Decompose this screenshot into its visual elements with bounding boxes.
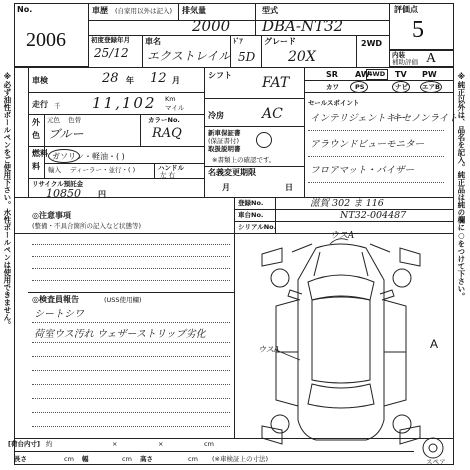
interior-sub-label: 補助評価 [392, 58, 418, 66]
drive-2wd: 2WD [361, 39, 383, 48]
spare-label: スペア [426, 458, 446, 466]
mileage-label: 走行 [32, 100, 48, 109]
ac-label: 冷房 [208, 111, 224, 120]
car-name-label: 車名 [145, 37, 161, 46]
interior-value: A [426, 51, 437, 66]
width-label: 幅 [82, 455, 89, 463]
shaken-history-note: (自家用以外は記入) [115, 7, 173, 15]
width-unit: cm [64, 455, 74, 463]
sales-point-2: アラウンドビューモニター [310, 139, 425, 150]
color-code-value: RAQ [152, 126, 182, 141]
model-label: 型式 [262, 6, 278, 15]
inspector-label: ◎検査員報告 [32, 295, 79, 304]
import-label: 輸入 [48, 166, 61, 174]
import-options: ディーラー・並行・( ) [70, 166, 136, 174]
diagram-mark-right: A [430, 337, 439, 351]
fuel-label2: 料 [32, 162, 40, 171]
shaken-year-unit: 年 [126, 76, 134, 85]
height-label: 高さ [140, 455, 153, 463]
grade-value: 20X [288, 49, 316, 65]
sales-point-0: インテリジェントキー [310, 113, 405, 124]
interior-label: 内装 [392, 51, 405, 59]
no-label: No. [17, 5, 33, 14]
left-vertical-note: ※必ず油性ボールペンをご使用下さい。水性ボールペンは使用できません。 [2, 72, 12, 329]
shaken-year: 28 [102, 71, 119, 86]
name-change-day: 日 [285, 183, 293, 192]
equip-kawa: カワ [326, 83, 339, 91]
handle-label: ハンドル [158, 164, 184, 172]
mileage-tag: 千 [54, 102, 61, 110]
fuel-options: ガソリン・軽油・( ) [52, 152, 125, 161]
warranty-label2: (保証書付) [208, 137, 240, 145]
shaken-label: 車検 [32, 76, 48, 85]
shaken-history-label: 車歴 [92, 6, 108, 15]
doors-value: 5D [238, 50, 256, 64]
color-label: 色替 [68, 116, 81, 124]
recycle-unit: 円 [98, 190, 106, 199]
score-label: 評価点 [394, 5, 418, 14]
mileage-value: 11,102 [92, 94, 157, 112]
shift-value: FAT [262, 75, 290, 91]
equip-air: エアB [422, 83, 440, 91]
equip-ps: PS [355, 83, 365, 91]
footer-note: (※車検証上の寸法) [212, 455, 269, 463]
recycle-label: リサイクル預託金 [32, 180, 84, 188]
inspector-line-1: 荷室ウス汚れ ウェザーストリップ劣化 [34, 329, 206, 340]
color-orig-label: 元色 [47, 116, 60, 124]
model-value: DBA-NT32 [262, 17, 344, 35]
mileage-unit-mile: マイル [165, 104, 185, 112]
inspector-line-0: シートシワ [34, 309, 84, 320]
shaken-month: 12 [150, 71, 167, 86]
shift-label: シフト [208, 71, 232, 80]
caution-note: (整備・不具合箇所の記入など状態等) [32, 222, 142, 230]
length-unit: cm [204, 440, 214, 448]
reg-label: 登録No. [238, 199, 264, 207]
ac-value: AC [262, 106, 283, 122]
equip-aw: AW [355, 70, 370, 79]
name-change-label: 名義変更期限 [208, 168, 256, 177]
first-reg-value: 25/12 [94, 46, 129, 60]
equip-pw: PW [422, 70, 437, 79]
sales-point-label: セールスポイント [308, 99, 360, 107]
warranty-note: ※書類上の確認です。 [212, 156, 276, 164]
multiply-2: × [158, 440, 164, 448]
equip-navi: ナビ [395, 83, 408, 91]
multiply-1: × [112, 440, 118, 448]
height-unit: cm [122, 455, 132, 463]
equip-sr: SR [326, 70, 338, 79]
grade-label: グレード [264, 37, 296, 46]
serial-label: シリアルNo. [238, 223, 277, 231]
length-label: 約 [46, 440, 53, 448]
chassis-label: 車台No. [238, 211, 264, 219]
handle-options: 左 右 [160, 171, 176, 179]
length-label2: 長さ [14, 455, 27, 463]
displacement-value: 2000 [192, 17, 231, 35]
height-unit2: cm [188, 455, 198, 463]
caution-label: ◎注意事項 [32, 211, 71, 220]
inspector-note: (USS使用欄) [104, 296, 142, 304]
drive-4wd: 4WD [368, 70, 386, 78]
chassis-value: NT32-004487 [340, 210, 407, 221]
color-code-label: カラーNo. [148, 116, 180, 124]
exterior-label: 外 [32, 118, 40, 127]
car-name-value: エクストレイル [147, 49, 231, 63]
right-vertical-note: ※純正以外は、品名を記入。純正品は純の欄に○をつけて下さい。 [456, 72, 466, 300]
fuel-label: 燃料 [32, 149, 48, 158]
reg-value: 滋賀 302 ま 116 [310, 198, 384, 209]
color-value: ブルー [48, 127, 84, 141]
lot-number: 2006 [26, 29, 66, 51]
doors-label: ﾄﾞｱ [233, 37, 243, 45]
first-reg-label: 初度登録年月 [91, 36, 130, 44]
score-value: 5 [412, 17, 424, 43]
recycle-value: 10850 [46, 187, 81, 200]
diagram-mark-left: ウスA [258, 345, 280, 354]
shaken-month-unit: 月 [172, 76, 180, 85]
dims-label: [荷台内寸] [8, 440, 40, 448]
sales-point-1: キセノンライト [392, 113, 458, 124]
sales-point-3: フロアマット・バイザー [310, 165, 415, 176]
displacement-label: 排気量 [182, 6, 206, 15]
exterior-label2: 色 [32, 131, 40, 140]
equip-tv: TV [395, 70, 407, 79]
warranty-label: 新車保証書 [208, 129, 241, 137]
manual-label: 取扱説明書 [208, 145, 241, 153]
mileage-unit-km: Km [165, 95, 176, 103]
diagram-mark-top: ウスA [330, 231, 355, 241]
name-change-month: 月 [222, 183, 230, 192]
